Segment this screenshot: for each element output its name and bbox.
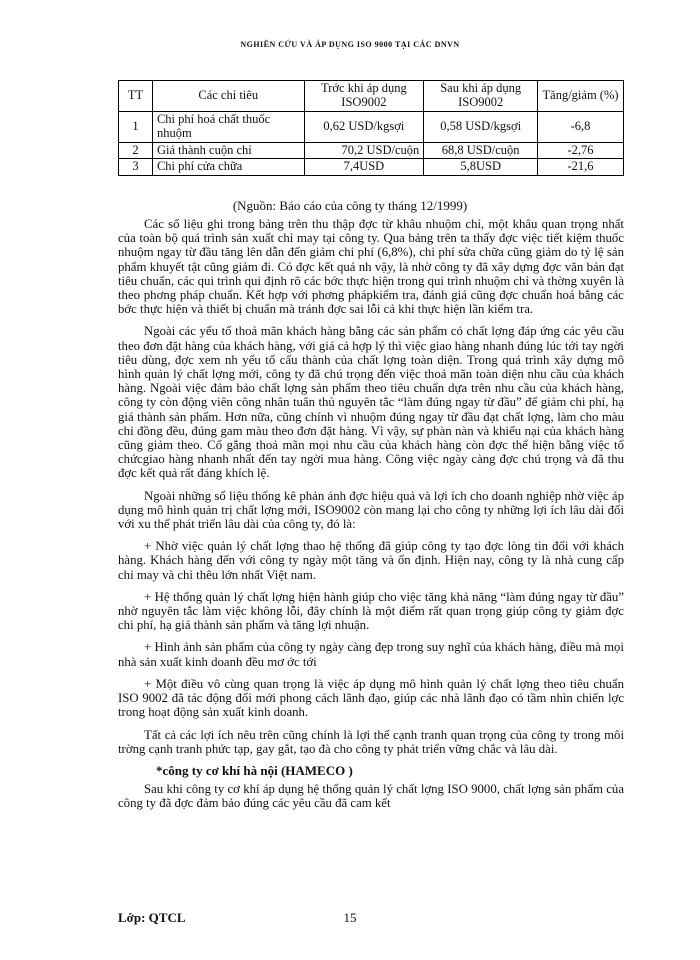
- cell-after: 0,58 USD/kgsợi: [424, 112, 538, 143]
- table-row: [119, 112, 624, 143]
- paragraph: Ngoài các yếu tố thoả mãn khách hàng bằng các sản phẩm có chất lợng đáp ứng các yêu cầu theo đơn đặt hàng của khách hàng, với giá cả hợp lý thì việc giao hàng nhanh đúng lúc tới tay ngời tiêu dùng, đợc xem nh yếu tố cấu thành của chất lợng toàn diện. Trong quá trình xây dựng mô hình quản lý chất lợng mới, công ty đã chú trọng đến việc thoả mãn toàn diện nhu cầu của khách hàng. Ngoài việc đảm bảo chất lợng sản phẩm theo tiêu chuẩn dựa trên nhu cầu của khách hàng, công ty còn động viên công nhân tuân thủ nguyên tắc “làm đúng ngay từ đầu” để giảm chi phí, hạ giá thành sản phẩm. Hơn nữa, cũng chính vì nhuộm đúng ngay từ đầu đạt chất lợng, làm cho màu chỉ đồng đều, đúng gam màu theo đơn đặt hàng. Vì vậy, sự phàn nàn và khiếu nại của khách hàng cũng giảm theo. Cố gắng thoả mãn mọi nhu cầu của khách hàng còn đợc thể hiện bằng việc tổ chứcgiao hàng nhanh nhất đến tay ngời mua hàng. Công việc ngày càng đợc chú trọng và đã thu đợc kết quả rất đáng khích lệ.: [118, 324, 624, 481]
- paragraph: + Nhờ việc quản lý chất lợng thao hệ thống đã giúp công ty tạo đợc lòng tin đối với khách hàng. Khách hàng đến với công ty ngày một tăng và ổn định. Hiện nay, công ty là nhà cung cấp chỉ may và chỉ thêu lớn nhất Việt nam.: [118, 539, 624, 582]
- col-header-indicator: Các chỉ tiêu: [152, 81, 304, 112]
- cell-before: 7,4USD: [304, 159, 424, 176]
- cell-indicator: Chi phí hoá chất thuốc nhuộm: [152, 112, 304, 143]
- cell-indicator: Giá thành cuộn chỉ: [152, 142, 304, 159]
- cell-after: 68,8 USD/cuộn: [424, 142, 538, 159]
- source-note: (Nguồn: Báo cáo của công ty tháng 12/1999): [232, 198, 468, 213]
- comparison-table: [118, 80, 624, 176]
- section-heading: *công ty cơ khí hà nội (HAMECO ): [156, 762, 353, 778]
- cell-before: 70,2 USD/cuộn: [304, 142, 424, 159]
- col-header-change: Tăng/giảm (%): [538, 81, 624, 112]
- paragraph: + Một điều vô cùng quan trọng là việc áp dụng mô hình quản lý chất lợng theo tiêu chuẩn ISO 9002 đã tác động đổi mới phong cách lãnh đạo, giúp các nhà lãnh đạo có tầm nhìn chiến lợc trong hoạt động sản xuất kinh doanh.: [118, 676, 624, 720]
- cell-change: -2,76: [538, 142, 624, 159]
- cell-tt: 1: [119, 112, 153, 143]
- col-header-before: Trớc khi áp dụng ISO9002: [304, 81, 424, 112]
- page-header: NGHIÊN CỨU VÀ ÁP DỤNG ISO 9000 TẠI CÁC DNVN: [240, 40, 460, 49]
- body-text: [118, 217, 624, 819]
- paragraph: + Hệ thống quản lý chất lợng hiện hành giúp cho việc tăng khả năng “làm đúng ngay từ đầu” nhờ nguyên tắc làm việc không lỗi, đây chính là một điểm rất quan trọng giúp công ty giảm đợc chi phí, hạ giá thành sản phẩm và tăng lợi nhuận.: [118, 589, 624, 633]
- page-number: 15: [343, 910, 357, 925]
- footer-class-label: Lớp: QTCL: [118, 910, 186, 925]
- cell-change: -6,8: [538, 112, 624, 143]
- cell-tt: 3: [119, 159, 153, 176]
- col-header-after: Sau khi áp dụng ISO9002: [424, 81, 538, 112]
- paragraph: + Hình ảnh sản phẩm của công ty ngày càng đẹp trong suy nghĩ của khách hàng, điều mà mọi nhà sản xuất kinh doanh đều mơ ớc tới: [118, 640, 624, 669]
- cell-before: 0,62 USD/kgsợi: [304, 112, 424, 143]
- table-row: [119, 159, 624, 176]
- paragraph: Tất cả các lợi ích nêu trên cũng chính là lợi thế cạnh tranh quan trọng của công ty trong môi trờng cạnh tranh phức tạp, gay gắt, tạo đà cho công ty phát triển vững chắc và lâu dài.: [118, 727, 624, 756]
- cell-tt: 2: [119, 142, 153, 159]
- paragraph: Ngoài những số liệu thống kê phản ánh đợc hiệu quả và lợi ích cho doanh nghiệp nhờ việc áp dụng mô hình quản trị chất lợng mới, ISO9002 còn mang lại cho công ty những lợi ích lâu dài đối với xu thế phát triển lâu dài của công ty, đó là:: [118, 488, 624, 532]
- paragraph: Các số liệu ghi trong bảng trên thu thập đợc từ khâu nhuộm chỉ, một khâu quan trọng nhất của toàn bộ quá trình sản xuất chỉ may tại công ty. Qua bảng trên ta thấy đợc việc tiết kiệm thuốc nhuộm ngay từ đầu tăng lên dẫn đến giảm chi phí (6,8%), chi phí sửa chữa cũng giảm do tỷ lệ sản phẩm khuyết tật cũng giảm đi. Có đợc kết quả nh vậy, là nhờ công ty đã xây dựng đợc văn bản đạt tiêu chuẩn, các qui trình qui định rõ các bớc thực hiện trong qui trình nhuộm chỉ và thờng xuyên là theo phơng pháp chuẩn. Kết hợp với phơng phápkiểm tra, đánh giá cũng đợc chuẩn hoá bằng các bớc thực hiện và thiết bị chuẩn mà tránh đợc sai lỗi cả khi thực hiện lần kiểm tra.: [118, 217, 624, 317]
- col-header-tt: TT: [119, 81, 153, 112]
- cell-after: 5,8USD: [424, 159, 538, 176]
- cell-indicator: Chi phí cửa chữa: [152, 159, 304, 176]
- table-header-row: [119, 81, 624, 112]
- table-row: [119, 142, 624, 159]
- paragraph: Sau khi công ty cơ khí áp dụng hệ thống quản lý chất lợng ISO 9000, chất lợng sản phẩm của công ty đã đợc đảm bảo đúng các yêu cầu đã cam kết: [118, 782, 624, 811]
- cell-change: -21,6: [538, 159, 624, 176]
